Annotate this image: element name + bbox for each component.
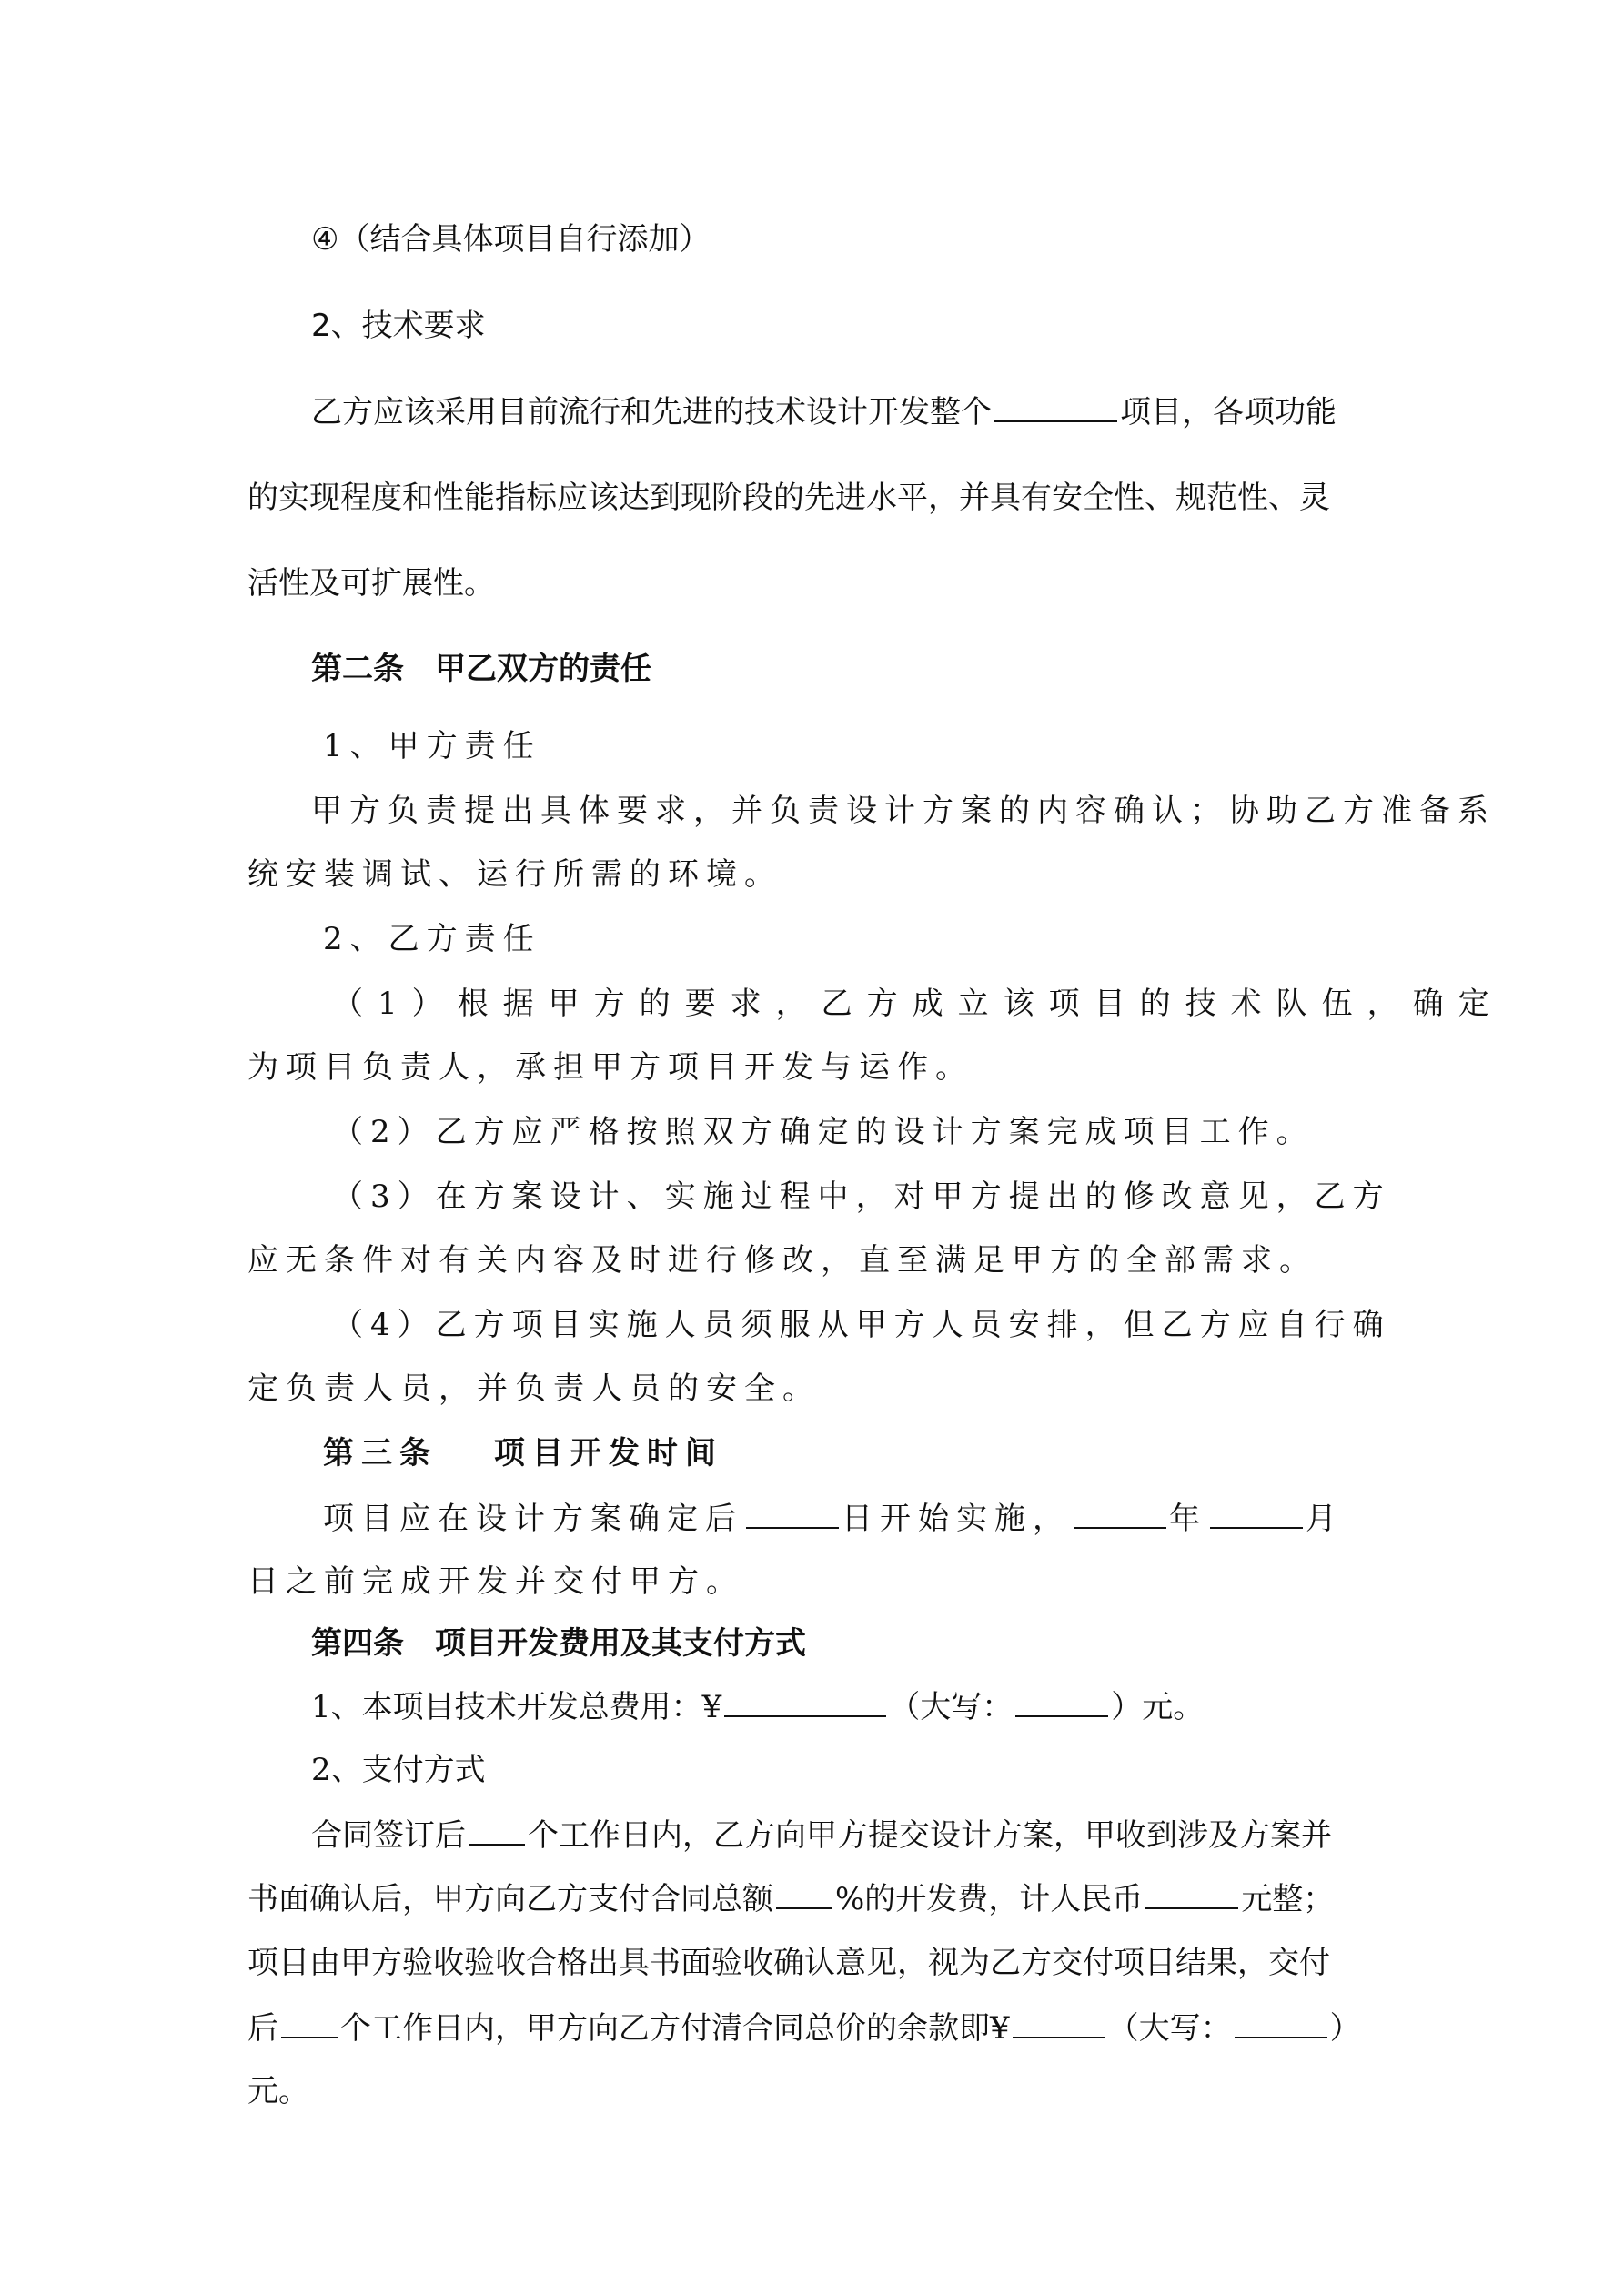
payment-line4 [247, 2009, 1361, 2047]
payment-text-e: 元整； [1241, 1881, 1335, 1917]
dev-time-line1 [323, 1500, 1344, 1537]
balance-words-blank [1235, 2009, 1327, 2038]
total-fee-text-a: 1、本项目技术开发总费用：¥ [311, 1689, 722, 1725]
balance-amount-blank [1013, 2009, 1105, 2038]
tech-requirements-title: 2、技术要求 [311, 308, 486, 344]
payment-text-c: 书面确认后，甲方向乙方支付合同总额 [247, 1881, 773, 1917]
project-name-blank [994, 393, 1117, 422]
article-2-title: 第二条 甲乙双方的责任 [311, 651, 651, 687]
payment-text-b: 个工作日内，乙方向甲方提交设计方案，甲收到涉及方案并 [528, 1817, 1332, 1854]
payment-text-h: （大写： [1107, 2010, 1232, 2047]
dev-time-month: 月 [1306, 1501, 1344, 1537]
total-fee-text-c: ）元。 [1111, 1689, 1205, 1725]
party-b-responsibility-title: 2、乙方责任 [323, 921, 541, 957]
payment-line5: 元。 [247, 2073, 309, 2109]
party-a-resp-line1: 甲方负责提出具体要求，并负责设计方案的内容确认；协助乙方准备系 [311, 793, 1496, 829]
payment-text-i: ） [1329, 2010, 1361, 2047]
article-3-title: 第三条 项目开发时间 [323, 1435, 723, 1472]
workdays-blank-2 [281, 2009, 338, 2038]
total-fee-line [311, 1688, 1204, 1725]
tech-paragraph-line3: 活性及可扩展性。 [247, 565, 495, 602]
party-b-item2: （2）乙方应严格按照双方确定的设计方案完成项目工作。 [332, 1114, 1315, 1150]
tech-paragraph-line2: 的实现程度和性能指标应该达到现阶段的先进水平，并具有安全性、规范性、灵 [247, 480, 1330, 516]
party-b-item4-line1: （4）乙方项目实施人员须服从甲方人员安排，但乙方应自行确 [332, 1307, 1391, 1343]
party-a-responsibility-title: 1、甲方责任 [323, 728, 541, 764]
payment-text-g: 个工作日内，甲方向乙方付清合同总价的余款即¥ [340, 2010, 1010, 2047]
dev-time-text-b: 日开始实施， [842, 1501, 1071, 1537]
payment-line2 [247, 1880, 1334, 1917]
party-b-item1-line1: （1）根据甲方的要求，乙方成立该项目的技术队伍，确定 [332, 986, 1504, 1022]
dev-time-text-a: 项目应在设计方案确定后 [323, 1501, 743, 1537]
payment-method-title: 2、支付方式 [311, 1752, 486, 1788]
tech-paragraph-line1 [311, 393, 1337, 430]
dev-time-year: 年 [1169, 1501, 1207, 1537]
total-fee-words-blank [1015, 1688, 1108, 1717]
party-a-resp-line2: 统安装调试、运行所需的环境。 [247, 856, 782, 893]
item-4-placeholder: ④（结合具体项目自行添加） [311, 221, 711, 258]
tech-text-b: 项目，各项功能 [1120, 394, 1337, 430]
rmb-amount-blank [1145, 1880, 1238, 1909]
party-b-item4-line2: 定负责人员，并负责人员的安全。 [247, 1371, 821, 1407]
payment-line1 [311, 1816, 1332, 1854]
party-b-item3-line2: 应无条件对有关内容及时进行修改，直至满足甲方的全部需求。 [247, 1242, 1317, 1279]
workdays-blank-1 [469, 1816, 525, 1846]
dev-time-line2: 日之前完成开发并交付甲方。 [247, 1563, 744, 1600]
percent-blank [776, 1880, 832, 1909]
total-fee-text-b: （大写： [889, 1689, 1014, 1725]
total-fee-amount-blank [724, 1688, 886, 1717]
payment-text-a: 合同签订后 [311, 1817, 466, 1854]
payment-text-d: %的开发费，计人民币 [835, 1881, 1144, 1917]
party-b-item1-line2: 为项目负责人，承担甲方项目开发与运作。 [247, 1049, 973, 1086]
tech-text-a: 乙方应该采用目前流行和先进的技术设计开发整个 [311, 394, 992, 430]
payment-text-f: 后 [247, 2010, 278, 2047]
party-b-item3-line1: （3）在方案设计、实施过程中，对甲方提出的修改意见，乙方 [332, 1178, 1391, 1215]
article-4-title: 第四条 项目开发费用及其支付方式 [311, 1625, 806, 1662]
month-blank [1210, 1500, 1303, 1529]
payment-line3: 项目由甲方验收验收合格出具书面验收确认意见，视为乙方交付项目结果，交付 [247, 1945, 1330, 1981]
year-blank [1074, 1500, 1166, 1529]
start-days-blank [746, 1500, 839, 1529]
